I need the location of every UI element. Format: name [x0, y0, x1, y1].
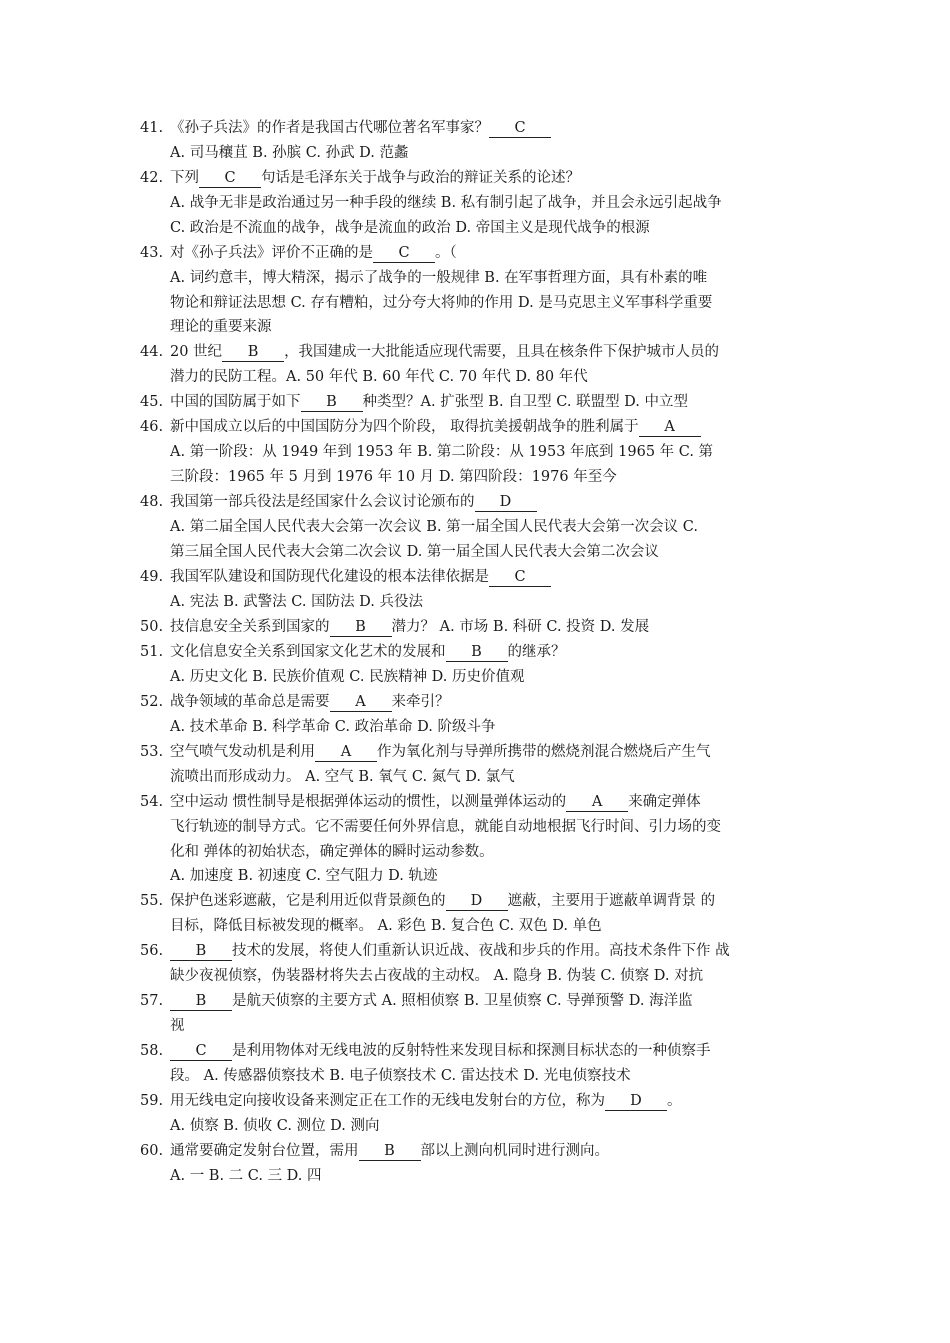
question-stem: 55. 保护色迷彩遮蔽，它是利用近似背景颜色的 D 遮蔽，主要用于遮蔽单调背景 的: [140, 893, 716, 909]
answer-blank: B: [222, 343, 284, 362]
question-options: A. 加速度 B. 初速度 C. 空气阻力 D. 轨迹: [170, 868, 438, 885]
question-options: 化和 弹体的初始状态，确定弹体的瞬时运动参数。: [170, 843, 494, 860]
question-options: A. 侦察 B. 侦收 C. 测位 D. 测向: [170, 1117, 380, 1134]
question-options: A. 一 B. 二 C. 三 D. 四: [170, 1167, 322, 1184]
answer-blank: B: [330, 618, 392, 637]
question-stem: 51. 文化信息安全关系到国家文化艺术的发展和 B 的继承？: [140, 644, 566, 660]
question-stem: 59. 用无线电定向接收设备来测定正在工作的无线电发射台的方位，称为 D 。: [140, 1093, 682, 1109]
question-60: [140, 1139, 820, 1189]
question-options: 流喷出而形成动力。 A. 空气 B. 氧气 C. 氮气 D. 氯气: [170, 768, 515, 785]
question-stem: 60. 通常要确定发射台位置，需用 B 部以上测向机同时进行测向。: [140, 1143, 609, 1159]
answer-blank: C: [489, 568, 551, 587]
question-53: [140, 740, 820, 790]
question-stem: 54. 空中运动 惯性制导是根据弹体运动的惯性，以测量弹体运动的 A 来确定弹体: [140, 794, 701, 810]
question-options: 视: [170, 1017, 185, 1034]
question-options: A. 第一阶段：从 1949 年到 1953 年 B. 第二阶段：从 1953 年底到 1965 年 C. 第: [170, 443, 714, 460]
question-options: 物论和辩证法思想 C. 存有糟粕，过分夸大将帅的作用 D. 是马克思主义军事科学重要: [170, 294, 713, 311]
question-56: [140, 939, 820, 989]
question-48: [140, 490, 820, 564]
question-stem: 42. 下列 C 句话是毛泽东关于战争与政治的辩证关系的论述？: [140, 170, 580, 186]
question-46: [140, 415, 820, 489]
answer-blank: A: [330, 693, 392, 712]
answer-blank: A: [639, 418, 701, 437]
question-options: A. 司马穰苴 B. 孙膑 C. 孙武 D. 范蠡: [170, 144, 409, 161]
question-stem: 57. B 是航天侦察的主要方式 A. 照相侦察 B. 卫星侦察 C. 导弹预警 D. 海洋监: [140, 993, 693, 1009]
answer-blank: C: [199, 169, 261, 188]
question-stem: 46. 新中国成立以后的中国国防分为四个阶段， 取得抗美援朝战争的胜利属于 A: [140, 415, 820, 440]
question-options: 飞行轨迹的制导方式。它不需要任何外界信息，就能自动地根据飞行时间、引力场的变: [170, 818, 721, 835]
answer-blank: D: [605, 1092, 667, 1111]
question-42: [140, 166, 820, 240]
answer-blank: C: [489, 119, 551, 138]
question-44: [140, 340, 820, 390]
question-stem: 50. 技信息安全关系到国家的 B 潜力？ A. 市场 B. 科研 C. 投资 D. 发展: [140, 619, 650, 635]
question-stem: 45. 中国的国防属于如下 B 种类型？A. 扩张型 B. 自卫型 C. 联盟型 D. 中立型: [140, 394, 689, 410]
answer-blank: D: [446, 892, 508, 911]
question-options: A. 第二届全国人民代表大会第一次会议 B. 第一届全国人民代表大会第一次会议 C.: [170, 518, 698, 535]
question-options: A. 战争无非是政治通过另一种手段的继续 B. 私有制引起了战争，并且会永远引起战争: [170, 194, 722, 211]
question-options: 潜力的民防工程。A. 50 年代 B. 60 年代 C. 70 年代 D. 80 年代: [170, 368, 588, 385]
question-45: [140, 390, 820, 415]
question-57: [140, 989, 820, 1039]
question-stem: 41. 《孙子兵法》的作者是我国古代哪位著名军事家？ C: [140, 116, 820, 141]
question-stem: 53. 空气喷气发动机是利用 A 作为氧化剂与导弹所携带的燃烧剂混合燃烧后产生气: [140, 744, 711, 760]
question-stem: 48. 我国第一部兵役法是经国家什么会议讨论颁布的 D: [140, 490, 820, 515]
question-stem: 43. 对《孙子兵法》评价不正确的是 C 。（: [140, 245, 457, 261]
answer-blank: C: [373, 244, 435, 263]
answer-blank: A: [566, 793, 628, 812]
answer-blank: C: [170, 1042, 232, 1061]
question-options: A. 历史文化 B. 民族价值观 C. 民族精神 D. 历史价值观: [170, 668, 525, 685]
answer-blank: D: [475, 493, 537, 512]
question-options: A. 词约意丰，博大精深，揭示了战争的一般规律 B. 在军事哲理方面，具有朴素的唯: [170, 269, 708, 286]
answer-blank: B: [446, 643, 508, 662]
question-stem: 49. 我国军队建设和国防现代化建设的根本法律依据是 C: [140, 565, 820, 590]
question-stem: 52. 战争领域的革命总是需要 A 来牵引？: [140, 694, 450, 710]
question-options: C. 政治是不流血的战争，战争是流血的政治 D. 帝国主义是现代战争的根源: [170, 219, 650, 236]
question-stem: 44. 20 世纪 B ，我国建成一大批能适应现代需要，且具在核条件下保护城市人员的: [140, 344, 720, 360]
question-stem: 58. C 是利用物体对无线电波的反射特性来发现目标和探测目标状态的一种侦察手: [140, 1043, 711, 1059]
answer-blank: B: [301, 393, 363, 412]
question-options: 三阶段：1965 年 5 月到 1976 年 10 月 D. 第四阶段：1976 年至今: [170, 468, 617, 485]
question-51: [140, 640, 820, 690]
question-41: [140, 116, 820, 166]
question-options: A. 宪法 B. 武警法 C. 国防法 D. 兵役法: [170, 593, 424, 610]
question-stem: 56. B 技术的发展，将使人们重新认识近战、夜战和步兵的作用。高技术条件下作 战: [140, 943, 730, 959]
answer-blank: B: [359, 1142, 421, 1161]
question-options: 段。 A. 传感器侦察技术 B. 电子侦察技术 C. 雷达技术 D. 光电侦察技术: [170, 1067, 631, 1084]
question-50: [140, 615, 820, 640]
question-55: [140, 889, 820, 939]
question-58: [140, 1039, 820, 1089]
question-options: 缺少夜视侦察，伪装器材将失去占夜战的主动权。 A. 隐身 B. 伪装 C. 侦察 D. 对抗: [170, 967, 704, 984]
answer-blank: B: [170, 942, 232, 961]
question-59: [140, 1089, 820, 1139]
question-43: [140, 241, 820, 340]
question-options: A. 技术革命 B. 科学革命 C. 政治革命 D. 阶级斗争: [170, 718, 496, 735]
question-52: [140, 690, 820, 740]
answer-blank: A: [315, 743, 377, 762]
question-options: 目标，降低目标被发现的概率。 A. 彩色 B. 复合色 C. 双色 D. 单色: [170, 917, 602, 934]
question-54: [140, 790, 820, 889]
question-49: [140, 565, 820, 615]
question-options: 理论的重要来源: [170, 319, 272, 336]
answer-blank: B: [170, 992, 232, 1011]
question-options: 第三届全国人民代表大会第二次会议 D. 第一届全国人民代表大会第二次会议: [170, 543, 659, 560]
